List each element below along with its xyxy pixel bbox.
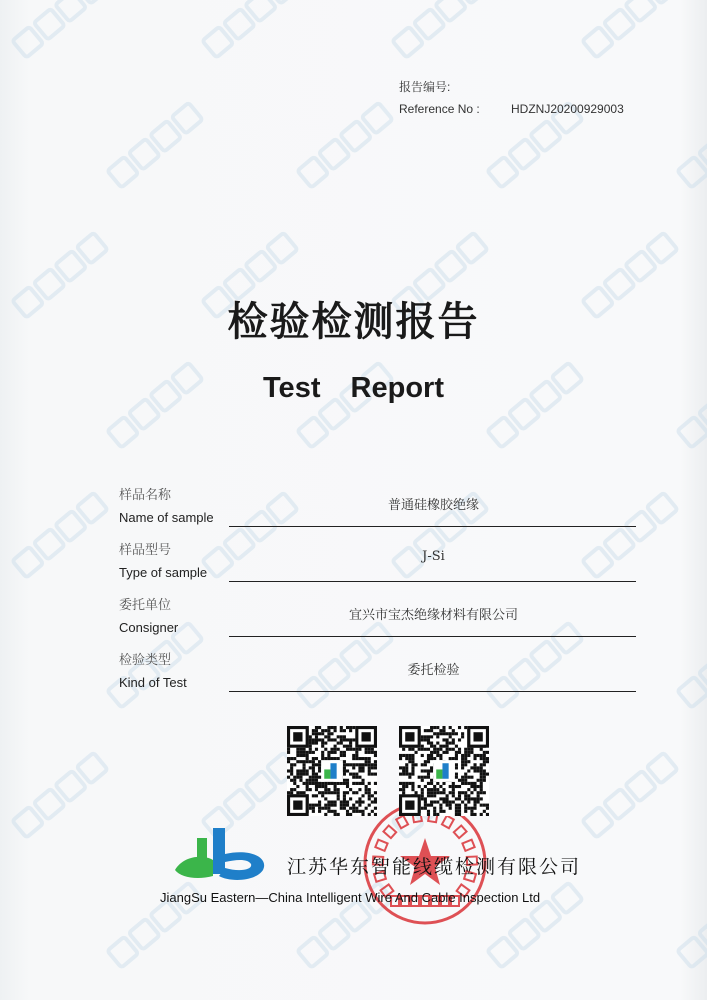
underline	[229, 581, 636, 582]
field-label-en: Type of sample	[119, 565, 208, 580]
watermark-mark	[12, 0, 107, 58]
reference-block	[399, 78, 624, 126]
field-label-cn: 委托单位	[119, 598, 172, 613]
company-name-cn: 江苏华东智能线缆检测有限公司	[287, 856, 582, 878]
watermark-mark	[582, 0, 677, 58]
watermark-mark	[202, 753, 297, 838]
company-name-en: JiangSu Eastern—China Intelligent Wire And Cable Inspection Ltd	[160, 890, 541, 905]
field-value: 宜兴市宝杰绝缘材料有限公司	[348, 608, 518, 623]
field-sample-name	[119, 484, 636, 540]
field-value: 普通硅橡胶绝缘	[387, 498, 479, 513]
underline	[229, 691, 636, 692]
field-label-cn: 检验类型	[119, 653, 172, 668]
field-label-en: Name of sample	[119, 510, 214, 525]
reference-number: HDZNJ20200929003	[511, 102, 624, 116]
underline	[229, 636, 636, 637]
watermark-mark	[677, 103, 707, 188]
watermark-mark	[12, 493, 107, 578]
field-kind-of-test	[119, 649, 636, 705]
field-value: J-Si	[422, 549, 445, 564]
watermark-mark	[202, 0, 297, 58]
watermark-mark	[582, 753, 677, 838]
title-cn: 检验检测报告	[227, 299, 480, 345]
watermark-mark	[297, 103, 392, 188]
watermark-mark	[677, 623, 707, 708]
underline	[229, 526, 636, 527]
qr-code-icon	[399, 726, 489, 816]
field-label-en: Kind of Test	[119, 675, 187, 690]
qr-code-icon	[287, 726, 377, 816]
field-consigner	[119, 594, 636, 650]
field-label-cn: 样品型号	[119, 543, 172, 558]
title-en: Test Report	[263, 372, 444, 404]
watermark-mark	[107, 103, 202, 188]
field-value: 委托检验	[407, 663, 460, 678]
reference-label-cn: 报告编号:	[399, 80, 451, 94]
company-logo-icon	[173, 826, 273, 886]
watermark-mark	[677, 883, 707, 968]
watermark-mark	[392, 0, 487, 58]
reference-label-en: Reference No :	[399, 102, 480, 116]
field-label-cn: 样品名称	[119, 488, 172, 503]
watermark-mark	[12, 753, 107, 838]
field-label-en: Consigner	[119, 620, 179, 635]
field-sample-type	[119, 539, 636, 595]
